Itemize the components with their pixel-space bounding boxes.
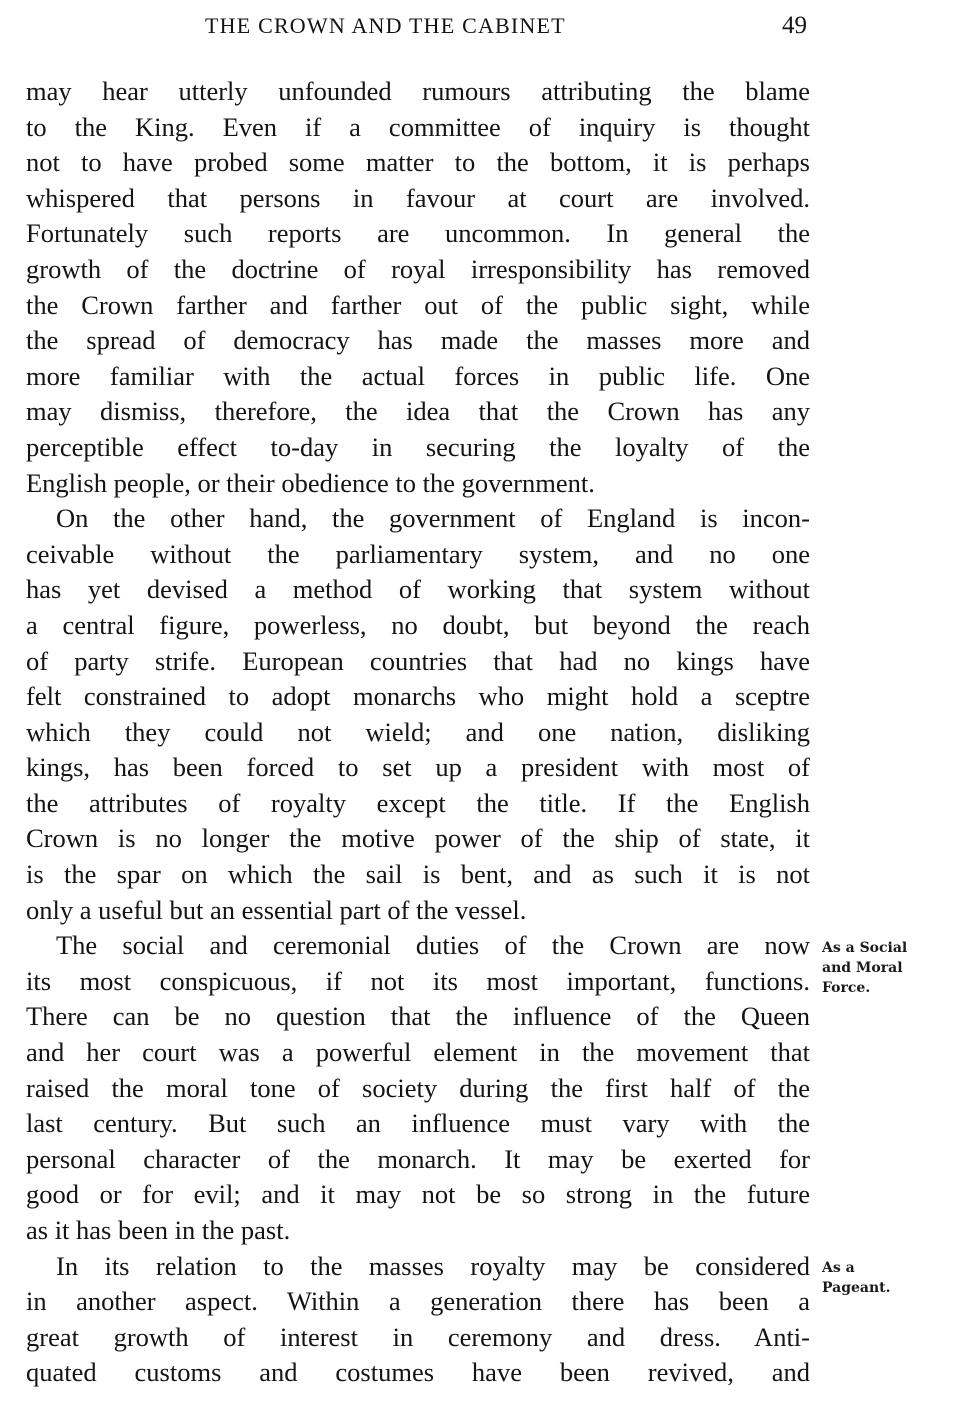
text-line: The social and ceremonial duties of the Crown are now [56,930,810,961]
text-line: only a useful but an essential part of the vessel. [26,894,527,925]
text-line: in another aspect. Within a generation there has been a [26,1286,810,1317]
text-line: personal character of the monarch. It may be exerted for [26,1143,810,1174]
text-line: a central figure, powerless, no doubt, but beyond the reach [26,609,810,640]
text-line: good or for evil; and it may not be so strong in the future [26,1179,810,1210]
text-line: English people, or their obedience to the government. [26,467,595,498]
text-line: may dismiss, therefore, the idea that the Crown has any [26,396,810,427]
text-line: and her court was a powerful element in the movement that [26,1037,810,1068]
text-line: as it has been in the past. [26,1215,291,1245]
margin-note-line: As a Social [822,940,908,956]
text-line: to the King. Even if a committee of inquiry is thought [26,111,810,142]
text-line: growth of the doctrine of royal irresponsibility has removed [26,253,810,284]
text-line: has yet devised a method of working that system without [26,574,810,605]
text-line: last century. But such an influence must vary with the [26,1108,810,1139]
body-text [26,74,810,1391]
text-line: Crown is no longer the motive power of the ship of state, it [26,823,810,854]
text-line: There can be no question that the influence of the Queen [26,1001,810,1032]
margin-note-pageant [822,1258,891,1298]
text-line: felt constrained to adopt monarchs who might hold a sceptre [26,681,810,712]
margin-note-line: As a [822,1260,855,1276]
text-line: kings, has been forced to set up a president with most of [26,752,810,783]
page-number: 49 [782,12,807,39]
text-line: ceivable without the parliamentary system, and no one [26,538,810,569]
text-line: the Crown farther and farther out of the public sight, while [26,289,810,320]
margin-note-social-moral [822,938,907,998]
text-line: great growth of interest in ceremony and dress. Anti- [26,1321,810,1352]
text-line: perceptible effect to-day in securing the loyalty of the [26,431,810,462]
text-line: more familiar with the actual forces in public life. One [26,360,810,391]
text-line: Fortunately such reports are uncommon. In general the [26,218,810,249]
margin-note-line: Force. [822,980,871,996]
text-line: of party strife. European countries that had no kings have [26,645,810,676]
text-line: which they could not wield; and one nation, disliking [26,716,810,747]
text-line: On the other hand, the government of England is incon- [56,503,810,534]
text-line: is the spar on which the sail is bent, and as such it is not [26,859,810,890]
text-line: raised the moral tone of society during the first half of the [26,1072,810,1103]
text-line: In its relation to the masses royalty may be considered [56,1250,810,1281]
text-line: may hear utterly unfounded rumours attributing the blame [26,76,810,106]
text-line: not to have probed some matter to the bottom, it is perhaps [26,147,810,178]
text-line: the spread of democracy has made the masses more and [26,325,810,356]
margin-note-line: and Moral [822,960,903,976]
text-line: its most conspicuous, if not its most important, functions. [26,965,810,996]
text-line: quated customs and costumes have been revived, and [26,1357,810,1388]
page-header [0,10,954,42]
text-line: whispered that persons in favour at court are involved. [26,182,810,213]
running-title: THE CROWN AND THE CABINET [205,13,566,38]
text-line: the attributes of royalty except the title. If the English [26,787,810,818]
margin-note-line: Pageant. [822,1280,891,1296]
